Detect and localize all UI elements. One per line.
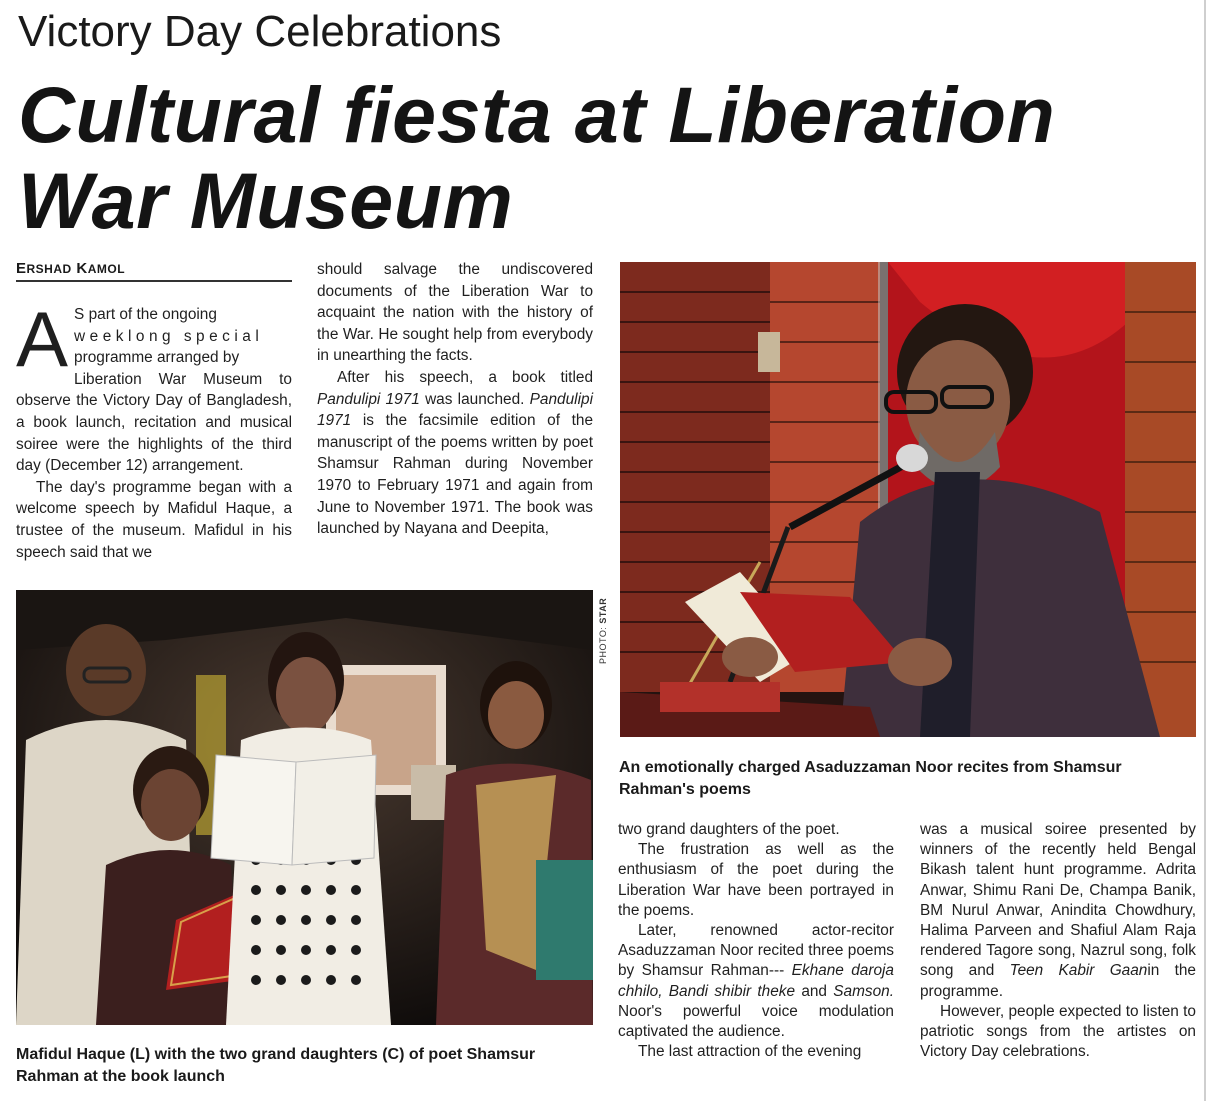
paragraph-text: was a musical soiree presented by winners of the recently held Bengal Bikash talent hunt programme. Adrita Anwar, Shimu Rani De, Champa Banik, BM Nurul Anwar, Anindita Chowdhury, Halima Parveen and Shafiul Alam Raja rendered Tagore song, Nazrul song, folk song and (920, 821, 1196, 980)
paragraph-text: in the programme. (920, 962, 1196, 1000)
paragraph-text: Noor's powerful voice modulation captivated the audience. (618, 1002, 894, 1041)
paragraph: However, people expected to listen to patriotic songs from the artistes on Victory Day celebrations. (920, 1002, 1196, 1061)
page-edge-rule (1204, 0, 1206, 1101)
song-title: Teen Kabir Gaan (1009, 962, 1148, 980)
recitation-illustration (620, 262, 1196, 737)
paragraph: The frustration as well as the enthusiasm of the poet during the Liberation War have been portrayed in the poems. (618, 841, 894, 919)
byline (16, 260, 292, 282)
poem-title: Samson. (833, 982, 895, 1000)
article-column-4 (920, 820, 1196, 1062)
paragraph (317, 367, 593, 540)
paragraph-text: is the facsimile edition of the manuscript of the poems written by poet Shamsur Rahman during November 1970 to February 1971 and again from June to November 1971. The book was launched by Nayana and Deepita, (317, 412, 593, 538)
paragraph-text: and (801, 982, 827, 1000)
recitation-photo (620, 262, 1196, 737)
paragraph-text: was launched. (425, 390, 525, 408)
byline-initial: K (76, 260, 88, 277)
paragraph: The day's programme began with a welcome speech by Mafidul Haque, a trustee of the museum. Mafidul in his speech said that we (16, 478, 292, 561)
paragraph (16, 295, 292, 477)
paragraph-text: weeklong special (74, 327, 264, 345)
article-column-2 (317, 259, 593, 540)
byline-initial: E (16, 260, 27, 277)
caption-recitation: An emotionally charged Asaduzzaman Noor recites from Shamsur Rahman's poems (619, 759, 1122, 798)
book-launch-illustration (16, 590, 593, 1025)
book-title: Pandulipi 1971 (317, 390, 593, 430)
caption-book-launch: Mafidul Haque (L) with the two grand daughters (C) of poet Shamsur Rahman at the book launch (16, 1046, 536, 1085)
paragraph (920, 820, 1196, 1002)
paragraph-text: After his speech, a book titled (337, 368, 593, 386)
article-column-1 (16, 295, 292, 563)
book-title: Pandulipi 1971 (317, 390, 420, 408)
photo-credit-prefix: PHOTO: (598, 626, 608, 664)
paragraph: two grand daughters of the poet. (618, 821, 840, 838)
byline-smallcaps: RSHAD (26, 262, 72, 276)
byline-smallcaps: AMOL (87, 262, 126, 276)
paragraph-text: S part of the ongoing (74, 306, 217, 323)
photo-credit-name: STAR (598, 597, 608, 624)
paragraph: The last attraction of the evening (638, 1043, 862, 1061)
photo-credit (598, 584, 610, 664)
paragraph (618, 921, 894, 1042)
drop-cap: A (16, 295, 69, 383)
paragraph-text: programme arranged by (74, 349, 240, 367)
article-column-3 (618, 820, 894, 1062)
poem-title: Ekhane daroja chhilo, Bandi shibir theke (618, 962, 894, 1000)
headline: Cultural fiesta at Liberation War Museum (18, 70, 1056, 245)
paragraph-text: Later, renowned actor-recitor Asaduzzaman Noor recited three poems by Shamsur Rahman--- (618, 922, 894, 980)
kicker: Victory Day Celebrations (18, 7, 502, 56)
paragraph-text: Liberation War Museum to observe the Victory Day of Bangladesh, a book launch, recitation and musical soiree were the highlights of the third day (December 12) arrangement. (16, 370, 292, 475)
book-launch-photo (16, 590, 593, 1025)
paragraph: should salvage the undiscovered documents of the Liberation War to acquaint the nation with the history of the War. He sought help from everybody in unearthing the facts. (317, 261, 593, 365)
